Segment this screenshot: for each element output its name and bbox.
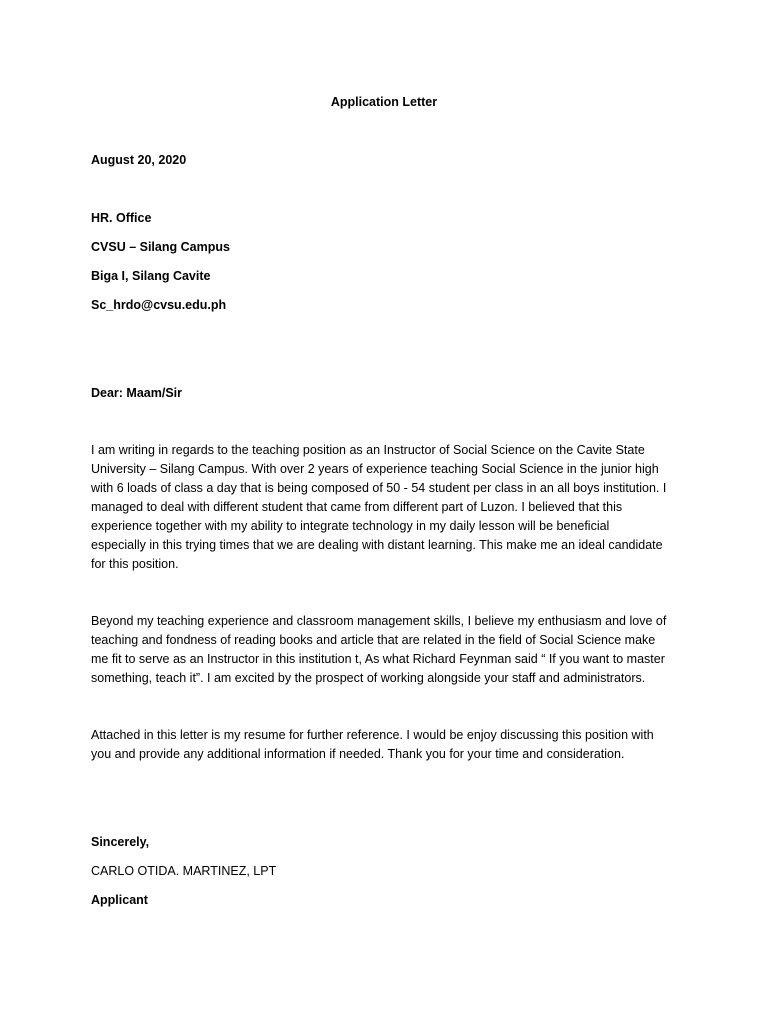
paragraph-line: especially in this trying times that we are dealing with distant learning. This make me an ideal candidate (91, 538, 663, 552)
salutation: Dear: Maam/Sir (91, 386, 183, 400)
paragraph-line: University – Silang Campus. With over 2 years of experience teaching Social Science in the junior high (91, 462, 659, 476)
paragraph-line: Beyond my teaching experience and classroom management skills, I believe my enthusiasm and love of (91, 614, 667, 628)
paragraph-line: something, teach it”. I am excited by the prospect of working alongside your staff and administrators. (91, 671, 646, 685)
recipient-campus: CVSU – Silang Campus (91, 240, 230, 254)
signatory-role: Applicant (91, 893, 148, 907)
body-paragraph-2 (91, 612, 681, 688)
letter-date: August 20, 2020 (91, 153, 187, 167)
signatory-name: CARLO OTIDA. MARTINEZ, LPT (91, 864, 277, 878)
paragraph-line: for this position. (91, 557, 179, 571)
paragraph-line: teaching and fondness of reading books and article that are related in the field of Social Science make (91, 633, 656, 647)
paragraph-line: managed to deal with different student that came from different part of Luzon. I believed that this (91, 500, 623, 514)
paragraph-line: experience together with my ability to integrate technology in my daily lesson will be beneficial (91, 519, 610, 533)
paragraph-line: with 6 loads of class a day that is being composed of 50 - 54 student per class in an all boys institution. I (91, 481, 667, 495)
paragraph-line: me fit to serve as an Instructor in this institution t, As what Richard Feynman said “ If you want to master (91, 652, 665, 666)
paragraph-line: I am writing in regards to the teaching position as an Instructor of Social Science on the Cavite State (91, 443, 645, 457)
recipient-office: HR. Office (91, 211, 152, 225)
letter-title: Application Letter (330, 95, 438, 109)
body-paragraph-3 (91, 726, 681, 764)
body-paragraph-1 (91, 441, 681, 574)
recipient-email: Sc_hrdo@cvsu.edu.ph (91, 298, 227, 312)
paragraph-line: Attached in this letter is my resume for further reference. I would be enjoy discussing this position with (91, 728, 654, 742)
paragraph-line: you and provide any additional information if needed. Thank you for your time and consideration. (91, 747, 625, 761)
closing: Sincerely, (91, 835, 150, 849)
recipient-address: Biga I, Silang Cavite (91, 269, 211, 283)
